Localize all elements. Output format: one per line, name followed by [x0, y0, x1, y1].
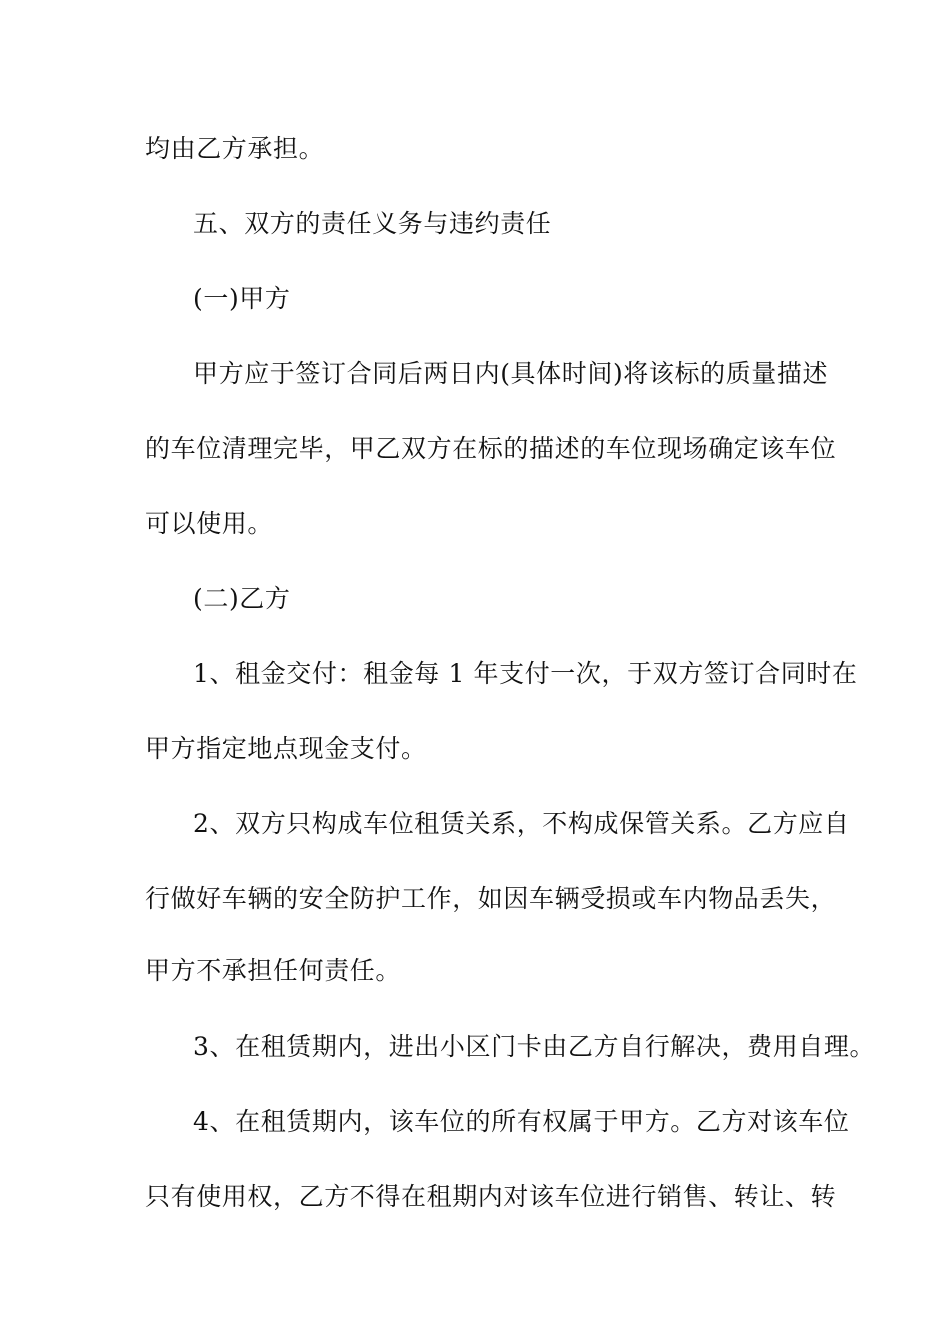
paragraph-line: 4、在租赁期内，该车位的所有权属于甲方。乙方对该车位	[193, 1107, 850, 1136]
section-heading: 五、双方的责任义务与违约责任	[193, 209, 552, 238]
paragraph-line: 的车位清理完毕，甲乙双方在标的描述的车位现场确定该车位	[145, 434, 837, 463]
paragraph-line: 甲方指定地点现金支付。	[145, 734, 427, 763]
paragraph-line: 行做好车辆的安全防护工作，如因车辆受损或车内物品丢失，	[145, 884, 837, 913]
subsection-heading: (一)甲方	[193, 284, 291, 313]
paragraph-line: 甲方不承担任何责任。	[145, 956, 402, 985]
paragraph-line: 1、租金交付：租金每 1 年支付一次，于双方签订合同时在	[193, 659, 858, 688]
paragraph-line: 3、在租赁期内，进出小区门卡由乙方自行解决，费用自理。	[193, 1032, 876, 1061]
paragraph-line: 均由乙方承担。	[145, 134, 325, 163]
paragraph-line: 可以使用。	[145, 509, 274, 538]
subsection-heading: (二)乙方	[193, 584, 291, 613]
paragraph-line: 2、双方只构成车位租赁关系，不构成保管关系。乙方应自	[193, 809, 850, 838]
paragraph-line: 只有使用权，乙方不得在租期内对该车位进行销售、转让、转	[145, 1182, 837, 1211]
paragraph-line: 甲方应于签订合同后两日内(具体时间)将该标的质量描述	[193, 359, 829, 388]
